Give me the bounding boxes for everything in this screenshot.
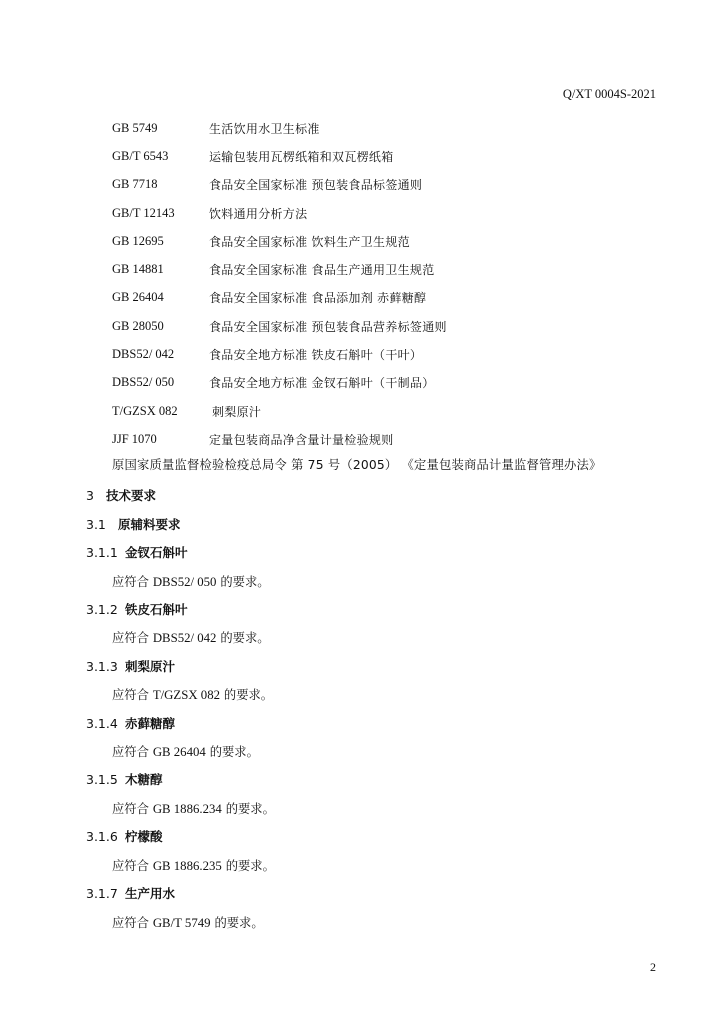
section-heading [86, 515, 181, 533]
requirement-text [112, 572, 270, 590]
requirement-suffix: 的要求。 [216, 575, 270, 589]
reference-code: T/GZSX 082 [112, 403, 178, 418]
requirement-text [112, 628, 270, 646]
section-title: 技术要求 [106, 488, 157, 503]
subsection-number: 3.1.2 [86, 602, 118, 617]
requirement-reference: GB 1886.234 [152, 802, 222, 816]
reference-row [112, 171, 672, 199]
subsection-title: 赤藓糖醇 [125, 716, 176, 731]
subsection-heading [86, 543, 188, 561]
reference-code: DBS52/ 042 [112, 347, 175, 362]
reference-code: GB 14881 [112, 262, 164, 277]
reference-code: GB 28050 [112, 318, 164, 333]
requirement-prefix: 应符合 [112, 859, 153, 873]
requirement-reference: DBS52/ 050 [152, 575, 217, 589]
subsection-heading [86, 770, 163, 788]
subsection-number: 3.1.4 [86, 716, 118, 731]
requirement-prefix: 应符合 [112, 745, 153, 759]
reference-code: GB 7718 [112, 177, 158, 192]
reference-code: GB/T 12143 [112, 205, 175, 220]
reference-code: GB 12695 [112, 233, 164, 248]
section-number: 3 [86, 488, 94, 503]
reference-title: 食品安全国家标准 预包装食品营养标签通则 [209, 319, 447, 334]
requirement-text [112, 856, 275, 874]
subsection-title: 生产用水 [125, 886, 176, 901]
requirement-text [112, 742, 259, 760]
subsection-heading [86, 827, 163, 845]
subsection-number: 3.1.7 [86, 886, 118, 901]
requirement-reference: GB 1886.235 [152, 859, 222, 873]
requirement-prefix: 应符合 [112, 916, 153, 930]
reference-title: 运输包装用瓦楞纸箱和双瓦楞纸箱 [209, 149, 394, 164]
subsection-number: 3.1.6 [86, 829, 118, 844]
reference-row [112, 284, 672, 312]
document-code: Q/XT 0004S-2021 [562, 87, 656, 101]
requirement-suffix: 的要求。 [221, 802, 275, 816]
requirement-prefix: 应符合 [112, 575, 153, 589]
section-title: 原辅料要求 [118, 517, 181, 532]
normative-references-list [112, 114, 672, 454]
reference-row [112, 114, 672, 142]
requirement-prefix: 应符合 [112, 631, 153, 645]
subsection-number: 3.1.5 [86, 772, 118, 787]
subsection-title: 铁皮石斛叶 [125, 602, 188, 617]
reference-row [112, 340, 672, 368]
requirement-suffix: 的要求。 [210, 916, 264, 930]
subsection-number: 3.1.3 [86, 659, 118, 674]
subsection-title: 柠檬酸 [125, 829, 163, 844]
reference-row [112, 312, 672, 340]
reference-title: 定量包装商品净含量计量检验规则 [209, 432, 394, 447]
reference-title: 食品安全地方标准 铁皮石斛叶（干叶） [209, 348, 423, 363]
requirement-suffix: 的要求。 [221, 859, 275, 873]
requirement-prefix: 应符合 [112, 802, 153, 816]
reference-title: 食品安全国家标准 食品生产通用卫生规范 [209, 263, 435, 278]
reference-row [112, 142, 672, 170]
section-number: 3.1 [86, 517, 106, 532]
reference-code: DBS52/ 050 [112, 375, 175, 390]
reference-row [112, 397, 672, 425]
reference-code: GB 26404 [112, 290, 164, 305]
requirement-reference: GB/T 5749 [152, 916, 211, 930]
reference-title: 饮料通用分析方法 [209, 206, 308, 221]
requirement-prefix: 应符合 [112, 688, 153, 702]
reference-code: GB 5749 [112, 120, 158, 135]
reference-row [112, 369, 672, 397]
requirement-text [112, 913, 264, 931]
subsection-title: 木糖醇 [125, 772, 163, 787]
reference-title: 食品安全国家标准 食品添加剂 赤藓糖醇 [209, 291, 427, 306]
reference-title: 食品安全国家标准 饮料生产卫生规范 [209, 234, 410, 249]
requirement-reference: DBS52/ 042 [152, 631, 217, 645]
reference-title: 食品安全国家标准 预包装食品标签通则 [209, 178, 423, 193]
reference-row [112, 199, 672, 227]
requirement-text [112, 685, 273, 703]
reference-title: 食品安全地方标准 金钗石斛叶（干制品） [209, 376, 435, 391]
subsection-number: 3.1.1 [86, 545, 118, 560]
requirement-suffix: 的要求。 [216, 631, 270, 645]
requirement-reference: GB 26404 [152, 745, 206, 759]
reference-row [112, 425, 672, 453]
requirement-suffix: 的要求。 [205, 745, 259, 759]
subsection-title: 刺梨原汁 [125, 659, 176, 674]
reference-row [112, 227, 672, 255]
reference-code: GB/T 6543 [112, 148, 169, 163]
subsection-heading [86, 714, 175, 732]
regulation-note: 原国家质量监督检验检疫总局令 第 75 号（2005） 《定量包装商品计量监督管理办法》 [112, 458, 602, 472]
reference-title: 刺梨原汁 [212, 404, 262, 419]
requirement-suffix: 的要求。 [220, 688, 274, 702]
subsection-heading [86, 884, 175, 902]
page-number: 2 [650, 960, 656, 974]
requirement-reference: T/GZSX 082 [152, 688, 220, 702]
reference-row [112, 255, 672, 283]
subsection-title: 金钗石斛叶 [125, 545, 188, 560]
reference-code: JJF 1070 [112, 431, 157, 446]
reference-title: 生活饮用水卫生标准 [209, 121, 320, 136]
subsection-heading [86, 600, 188, 618]
subsection-heading [86, 657, 175, 675]
requirement-text [112, 799, 275, 817]
section-heading [86, 486, 156, 504]
